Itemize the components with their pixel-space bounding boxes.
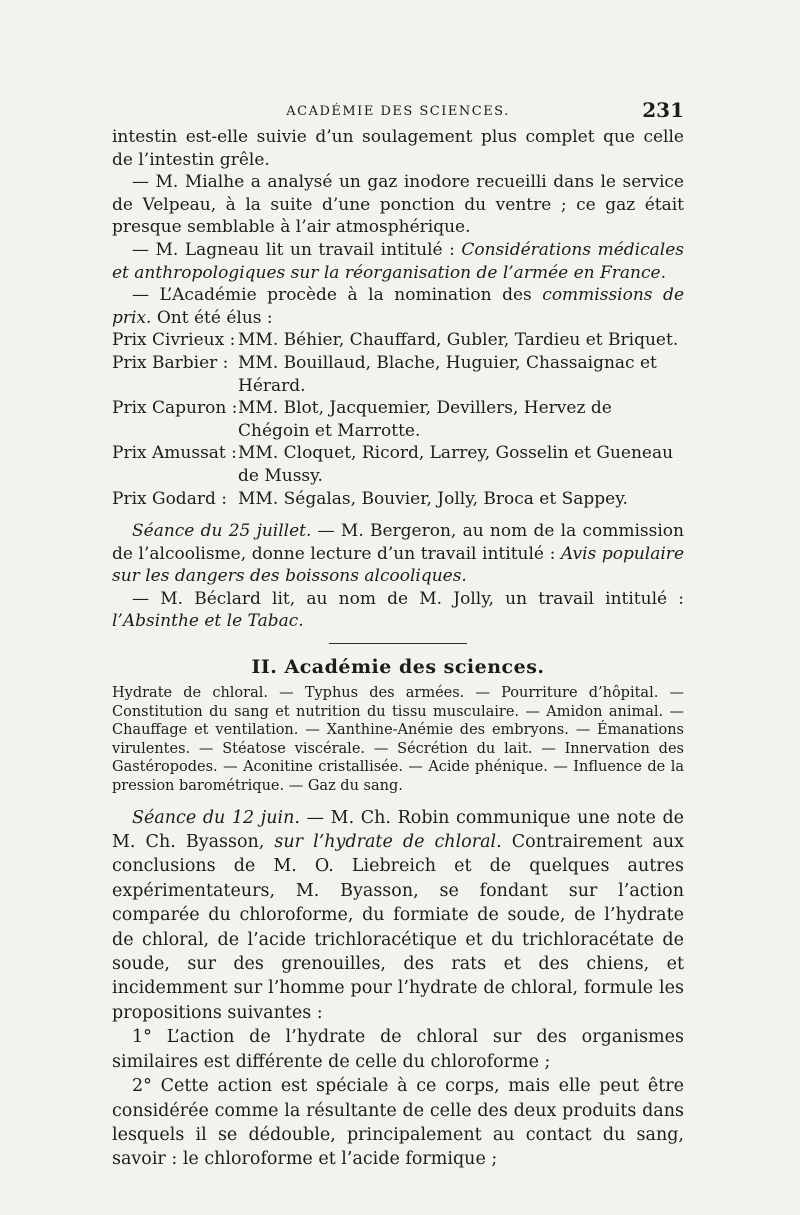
prix-row (112, 329, 684, 352)
lagneau-lead: — M. Lagneau lit un travail intitulé : (132, 239, 462, 260)
prix-members: MM. Blot, Jacquemier, Devillers, Hervez de Chégoin et Marrotte. (238, 398, 612, 441)
seance2-em: sur l’hydrate de chloral. (274, 832, 502, 853)
seance2-date: Séance du 12 juin. (132, 807, 300, 828)
prix-label: Prix Civrieux : (112, 330, 236, 351)
paragraph-lagneau (112, 239, 684, 284)
paragraph-continuation: intestin est-elle suivie d’un soulagement plus complet que celle de l’intestin grêle. (112, 127, 684, 170)
prix-members: MM. Ségalas, Bouvier, Jolly, Broca et Sappey. (238, 488, 628, 509)
paragraph-seance-12-juin (112, 806, 684, 1026)
page-body (112, 126, 684, 1172)
beclard-title: l’Absinthe et le Tabac. (112, 611, 304, 632)
section-title: II. Académie des sciences. (251, 656, 545, 679)
prix-label: Prix Godard : (112, 488, 227, 509)
prix-label: Prix Barbier : (112, 352, 229, 373)
section-summary: Hydrate de chloral. — Typhus des armées. — Pourriture d’hôpital. — Constitution du sang et nutrition du tissu musculaire. — Amidon animal. — Chauffage et ventilation. — Xanthine-Anémie des embryons. — Émanations virulentes. — Stéatose viscérale. — Sécrétion du lait. — Innervation des Gastéropodes. — Aconitine cristallisée. — Acide phénique. — Influence de la pression barométrique. — Gaz du sang. (112, 685, 684, 795)
prix-row (112, 488, 684, 511)
commissions-em: commissions de prix. (112, 285, 685, 328)
section-divider (329, 643, 467, 644)
paragraph-commissions (112, 284, 684, 329)
prix-row (112, 352, 684, 397)
page-header (112, 98, 684, 126)
beclard-lead: — M. Béclard lit, au nom de M. Jolly, un travail intitulé : (132, 588, 684, 609)
prix-label: Prix Amussat : (112, 443, 237, 464)
seance2-text1: — M. Ch. Robin communique une note de M. Ch. Byasson, (112, 807, 685, 853)
proposition-2: 2° Cette action est spéciale à ce corps, mais elle peut être considérée comme la résultante de celle des deux produits dans lesquels il se dédouble, principalement au contact du sang, savoir : le chloroforme et l’acide formique ; (112, 1076, 684, 1170)
prix-members: MM. Bouillaud, Blache, Huguier, Chassaignac et Hérard. (238, 352, 657, 396)
seance2-text2: Contrairement aux conclusions de M. O. Liebreich et de quelques autres expérimentateurs, M. Byasson, se fondant sur l’action comparée du chloroforme, du formiate de soude, de l’hydrate de chloral, de l’acide trichloracétique et du trichloracétate de soude, sur des grenouilles, des rats et des chiens, et incidemment sur l’homme pour l’hydrate de chloral, formule les propositions suivantes : (112, 832, 684, 1023)
prix-list (112, 329, 684, 510)
prix-row (112, 442, 684, 487)
prix-members: MM. Cloquet, Ricord, Larrey, Gosselin et Gueneau de Mussy. (238, 443, 674, 486)
paragraph-beclard (112, 588, 684, 633)
running-head: ACADÉMIE DES SCIENCES. (286, 104, 510, 119)
commissions-lead: — L’Académie procède à la nomination des (132, 285, 543, 306)
seance-text: — M. Bergeron, au nom de la commission de l’alcoolisme, donne lecture d’un travail intitulé : (112, 521, 684, 564)
proposition-1: 1° L’action de l’hydrate de chloral sur des organismes similaires est différente de celle du chloroforme ; (112, 1027, 684, 1072)
paragraph-seance-25-juillet (112, 520, 684, 588)
seance-date: Séance du 25 juillet. (132, 521, 312, 542)
seance-title: Avis populaire sur les dangers des boissons alcooliques. (112, 543, 684, 587)
paragraph-mialhe: — M. Mialhe a analysé un gaz inodore recueilli dans le service de Velpeau, à la suite d’une ponction du ventre ; ce gaz était presque semblable à l’air atmosphérique. (112, 172, 684, 238)
prix-label: Prix Capuron : (112, 398, 238, 419)
page-number: 231 (642, 98, 684, 122)
prix-members: MM. Béhier, Chauffard, Gubler, Tardieu et Briquet. (238, 330, 679, 351)
commissions-tail: Ont été élus : (151, 307, 273, 328)
prix-row (112, 397, 684, 442)
lagneau-title: Considérations médicales et anthropologiques sur la réorganisation de l’armée en France. (112, 239, 684, 283)
